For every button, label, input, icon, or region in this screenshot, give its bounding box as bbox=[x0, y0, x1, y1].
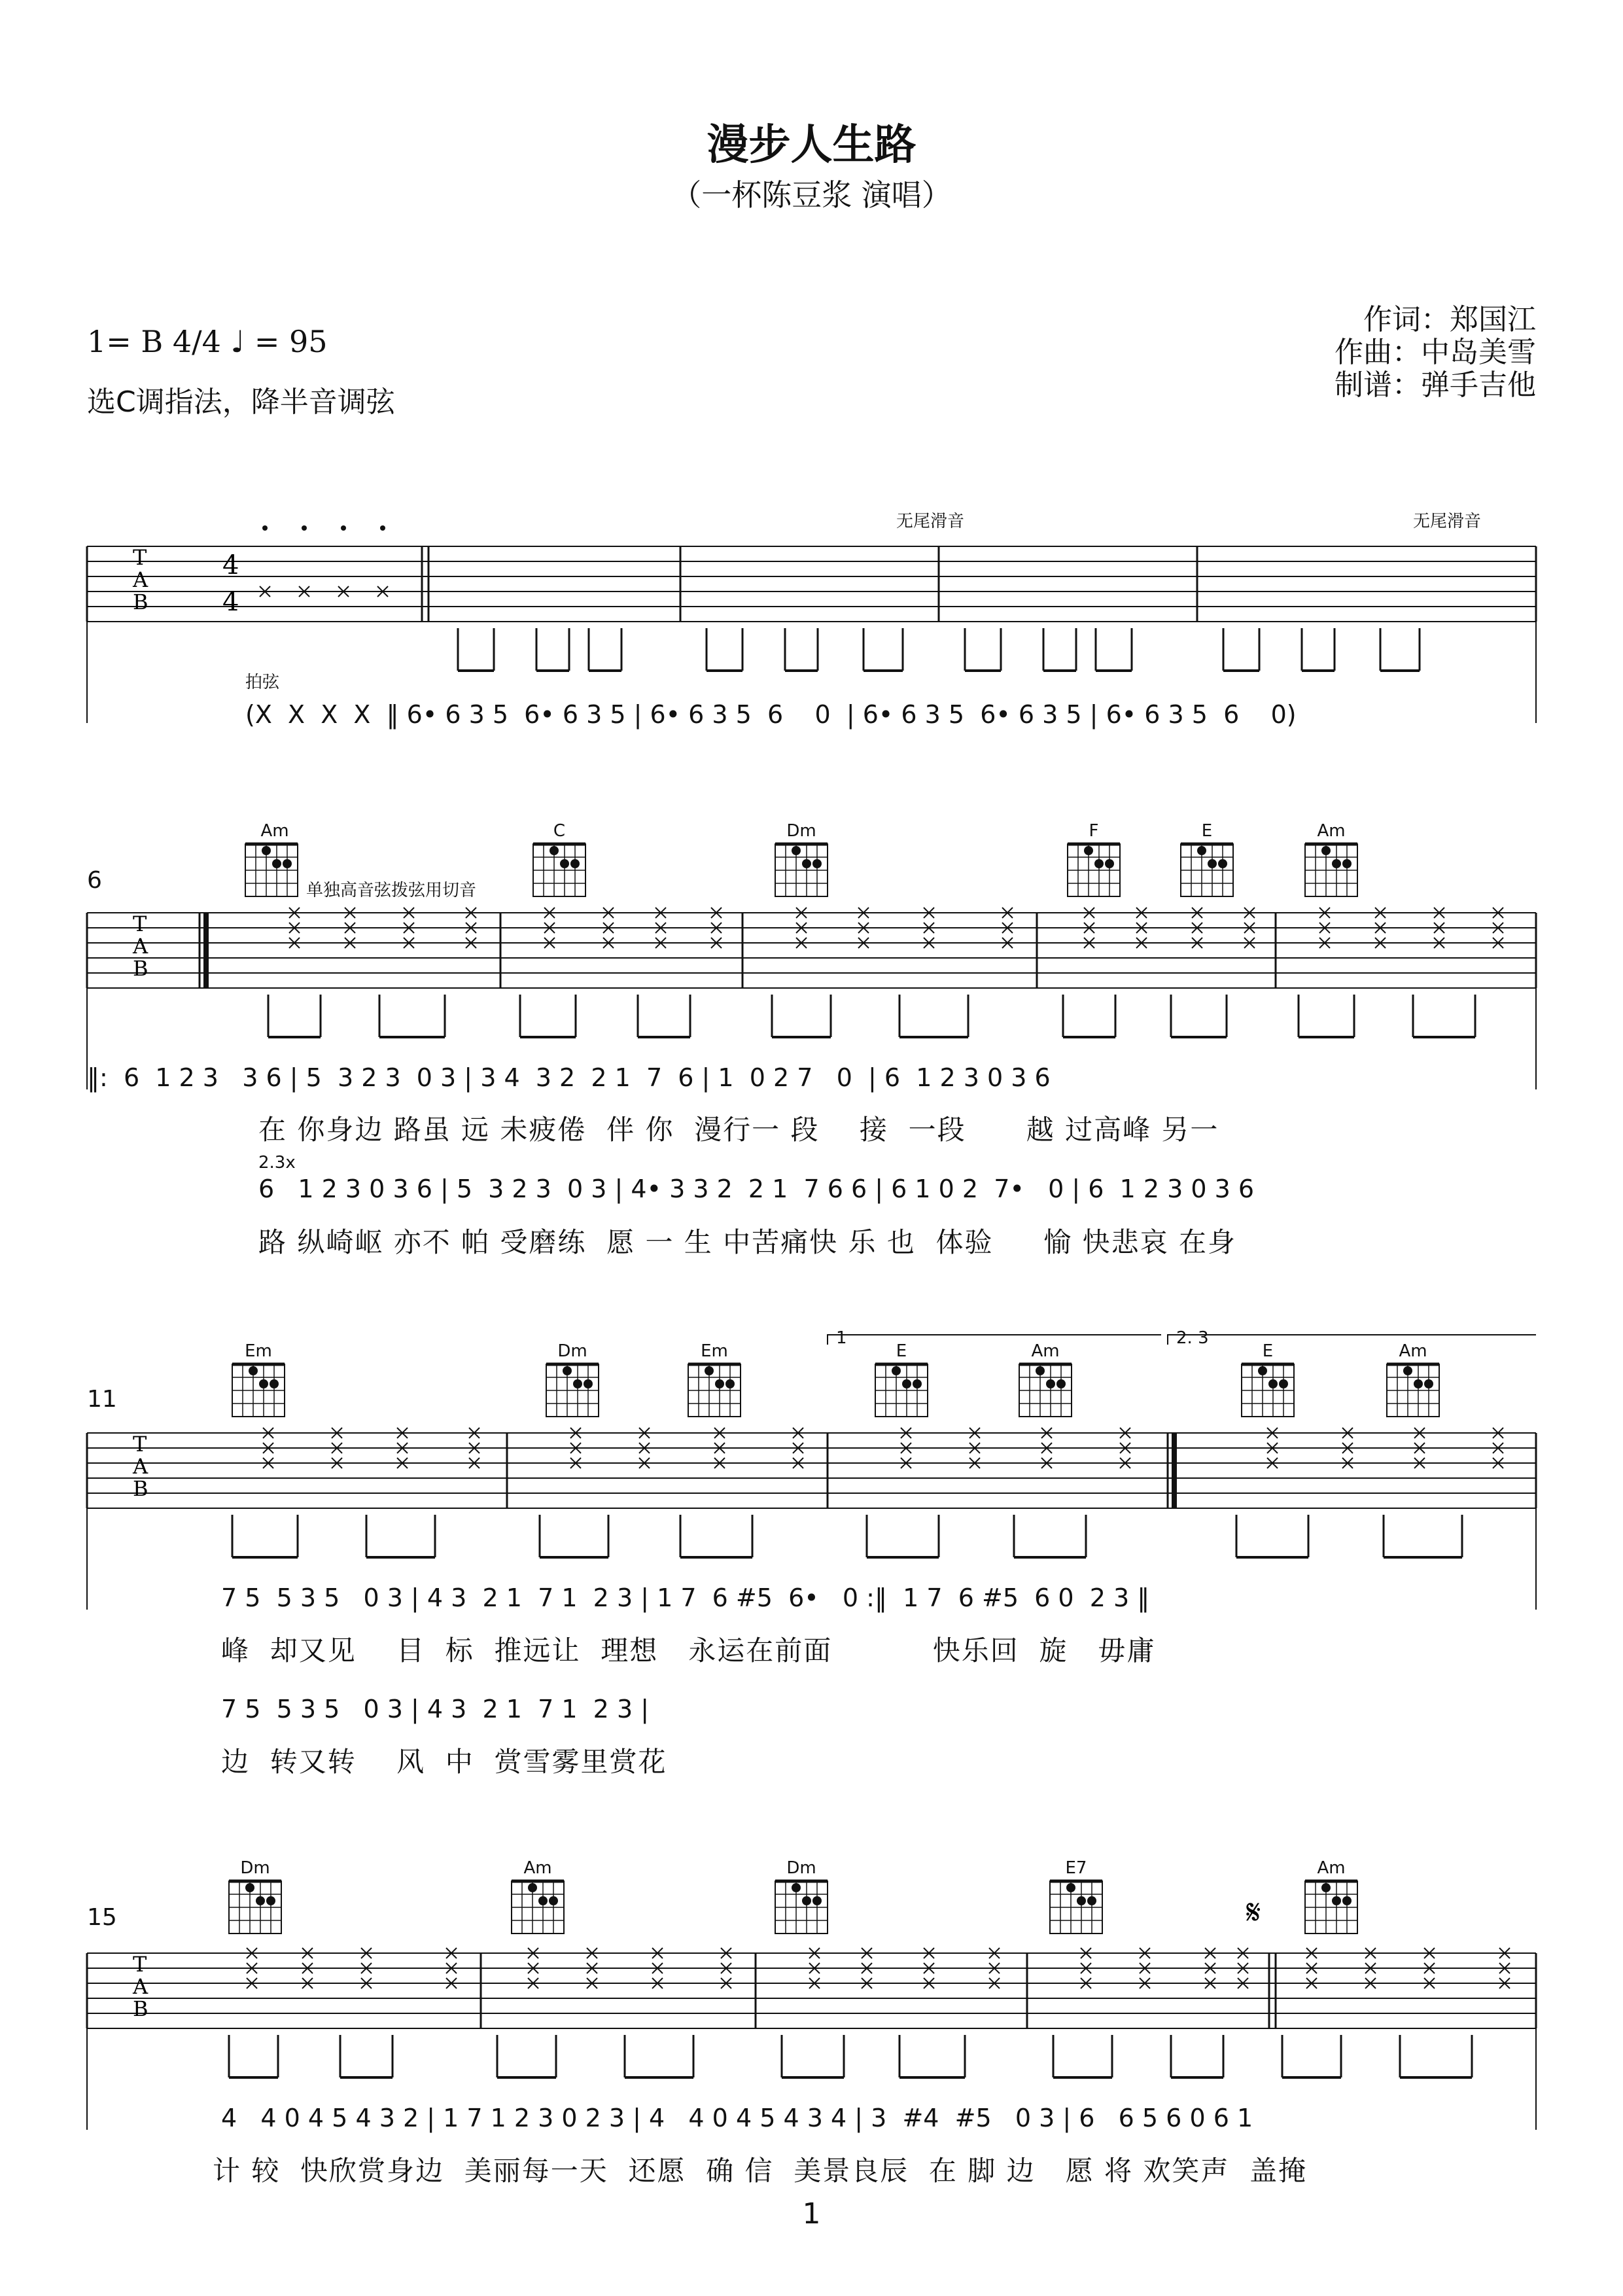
chord-dot bbox=[560, 859, 569, 868]
rhythm-dot bbox=[302, 525, 307, 531]
chord-dot bbox=[1046, 1379, 1055, 1388]
chord-dot bbox=[563, 1366, 572, 1375]
rhythm-dot bbox=[262, 525, 268, 531]
chord-dot bbox=[1197, 846, 1206, 855]
chord-name: Am bbox=[1317, 1858, 1346, 1878]
chord-dot bbox=[1342, 1896, 1352, 1905]
first-ending-bracket bbox=[828, 1335, 1161, 1345]
chord-dot bbox=[1077, 1896, 1086, 1905]
chord-name: Dm bbox=[786, 1858, 816, 1878]
chord-dot bbox=[802, 859, 811, 868]
page-number: 1 bbox=[802, 2197, 821, 2231]
second-ending-bracket bbox=[1168, 1335, 1536, 1345]
slide-note: 无尾滑音 bbox=[1413, 512, 1482, 531]
rhythm-dot bbox=[341, 525, 346, 531]
chord-dot bbox=[1342, 859, 1352, 868]
chord-dot bbox=[1036, 1366, 1045, 1375]
measure-number: 11 bbox=[87, 1386, 117, 1413]
tab-clef-letter: T bbox=[133, 1432, 147, 1457]
tab-clef-letter: B bbox=[133, 590, 148, 614]
chord-dot bbox=[1094, 859, 1104, 868]
jianpu-line: 7 5 5 3 5 0 3 | 4 3 2 1 7 1 2 3 | 1 7 6 #5 6• 0 :‖ 1 7 6 #5 6 0 2 3 ‖ bbox=[221, 1583, 1150, 1612]
chord-name: Am bbox=[260, 821, 289, 841]
chord-dot bbox=[550, 846, 559, 855]
chord-name: Em bbox=[245, 1341, 272, 1361]
page-title: 漫步人生路 bbox=[707, 121, 916, 169]
subtitle: （一杯陈豆浆 演唱） bbox=[671, 177, 952, 213]
chord-dot bbox=[792, 846, 801, 855]
chord-dot bbox=[1279, 1379, 1288, 1388]
chord-dot bbox=[1056, 1379, 1066, 1388]
chord-name: Am bbox=[1399, 1341, 1427, 1361]
chord-dot bbox=[715, 1379, 724, 1388]
chord-dot bbox=[1208, 859, 1217, 868]
chord-dot bbox=[270, 1379, 279, 1388]
chord-name: Am bbox=[1031, 1341, 1060, 1361]
chord-dot bbox=[1332, 1896, 1341, 1905]
chord-dot bbox=[259, 1379, 268, 1388]
composer-credit: 作曲：中岛美雪 bbox=[1335, 336, 1536, 369]
tab-clef-letter: B bbox=[133, 1996, 148, 2021]
measure-number: 6 bbox=[87, 867, 102, 894]
jianpu-line: 4 4 0 4 5 4 3 2 | 1 7 1 2 3 0 2 3 | 4 4 0 4 5 4 3 4 | 3 #4 #5 0 3 | 6 6 5 6 0 6 1 bbox=[221, 2104, 1253, 2132]
tab-clef-letter: A bbox=[133, 1974, 148, 1999]
tab-clef-letter: B bbox=[133, 1476, 148, 1501]
chord-dot bbox=[1268, 1379, 1278, 1388]
transcriber-credit: 制谱：弹手吉他 bbox=[1335, 368, 1536, 402]
chord-dot bbox=[792, 1883, 801, 1892]
chord-dot bbox=[249, 1366, 258, 1375]
chord-dot bbox=[1087, 1896, 1096, 1905]
chord-dot bbox=[245, 1883, 254, 1892]
chord-dot bbox=[584, 1379, 593, 1388]
chord-dot bbox=[1258, 1366, 1267, 1375]
chord-name: Am bbox=[1317, 821, 1346, 841]
chord-dot bbox=[1084, 846, 1093, 855]
tab-clef-letter: T bbox=[133, 545, 147, 570]
chord-name: E bbox=[896, 1341, 907, 1361]
chord-dot bbox=[1218, 859, 1227, 868]
lyric-line: 路 纵崎岖 亦不 帕 受磨练 愿 一 生 中苦痛快 乐 也 体验 愉 快悲哀 在身 bbox=[258, 1226, 1237, 1258]
strum-note: 拍弦 bbox=[245, 673, 280, 692]
repeat-count: 2.3x bbox=[258, 1153, 296, 1173]
chord-name: Dm bbox=[786, 821, 816, 841]
chord-dot bbox=[272, 859, 281, 868]
lyric-line: 在 你身边 路虽 远 未疲倦 伴 你 漫行一 段 接 一段 越 过高峰 另一 bbox=[258, 1114, 1219, 1146]
tab-clef-letter: B bbox=[133, 956, 148, 981]
chord-dot bbox=[812, 859, 822, 868]
jianpu-line: (X X X X ‖ 6• 6 3 5 6• 6 3 5 | 6• 6 3 5 6 0 | 6• 6 3 5 6• 6 3 5 | 6• 6 3 5 6 0) bbox=[245, 700, 1297, 729]
chord-name: E bbox=[1262, 1341, 1274, 1361]
chord-dot bbox=[1066, 1883, 1075, 1892]
chord-dot bbox=[283, 859, 292, 868]
chord-name: E7 bbox=[1065, 1858, 1087, 1878]
first-ending-label: 1 bbox=[836, 1328, 847, 1348]
chord-dot bbox=[528, 1883, 537, 1892]
chord-dot bbox=[256, 1896, 265, 1905]
tab-clef-letter: A bbox=[133, 1454, 148, 1479]
chord-dot bbox=[1424, 1379, 1433, 1388]
jianpu-line: 6 1 2 3 0 3 6 | 5 3 2 3 0 3 | 4• 3 3 2 2 1 7 6 6 | 6 1 0 2 7• 0 | 6 1 2 3 0 3 6 bbox=[258, 1174, 1255, 1203]
key-signature: 1= B 4/4 ♩ = 95 bbox=[87, 324, 328, 359]
chord-dot bbox=[892, 1366, 901, 1375]
chord-dot bbox=[573, 1379, 582, 1388]
chord-dot bbox=[1332, 859, 1341, 868]
jianpu-line: 7 5 5 3 5 0 3 | 4 3 2 1 7 1 2 3 | bbox=[221, 1695, 649, 1723]
fingering-note: 单独高音弦拨弦用切音 bbox=[306, 881, 477, 900]
measure-number: 15 bbox=[87, 1904, 117, 1931]
chord-dot bbox=[266, 1896, 275, 1905]
chord-dot bbox=[538, 1896, 548, 1905]
chord-dot bbox=[812, 1896, 822, 1905]
chord-dot bbox=[1403, 1366, 1412, 1375]
time-signature: 4 bbox=[222, 587, 239, 617]
segno-symbol: 𝄋 bbox=[1246, 1893, 1261, 1932]
slide-note: 无尾滑音 bbox=[896, 512, 965, 531]
lyricist-credit: 作词：郑国江 bbox=[1363, 303, 1536, 336]
chord-name: Dm bbox=[557, 1341, 587, 1361]
chord-name: Am bbox=[523, 1858, 552, 1878]
chord-name: F bbox=[1089, 821, 1099, 841]
chord-dot bbox=[1414, 1379, 1423, 1388]
chord-dot bbox=[1321, 846, 1331, 855]
chord-dot bbox=[902, 1379, 911, 1388]
chord-name: Em bbox=[701, 1341, 728, 1361]
chord-dot bbox=[549, 1896, 558, 1905]
lyric-line: 计 较 快欣赏身边 美丽每一天 还愿 确 信 美景良辰 在 脚 边 愿 将 欢笑声 盖掩 bbox=[213, 2155, 1308, 2187]
chord-dot bbox=[802, 1896, 811, 1905]
jianpu-line: ‖: 6 1 2 3 3 6 | 5 3 2 3 0 3 | 3 4 3 2 2 1 7 6 | 1 0 2 7 0 | 6 1 2 3 0 3 6 bbox=[87, 1063, 1051, 1092]
chord-dot bbox=[570, 859, 580, 868]
chord-dot bbox=[1105, 859, 1114, 868]
chord-name: C bbox=[553, 821, 566, 841]
chord-dot bbox=[262, 846, 271, 855]
tab-clef-letter: A bbox=[133, 567, 148, 592]
chord-dot bbox=[1321, 1883, 1331, 1892]
tuning-note: 选C调指法，降半音调弦 bbox=[87, 385, 395, 419]
time-signature: 4 bbox=[222, 550, 239, 580]
chord-dot bbox=[913, 1379, 922, 1388]
chord-dot bbox=[705, 1366, 714, 1375]
rhythm-dot bbox=[380, 525, 385, 531]
tab-clef-letter: T bbox=[133, 911, 147, 936]
lyric-line: 边 转又转 风 中 赏雪雾里赏花 bbox=[221, 1746, 667, 1778]
tab-clef-letter: A bbox=[133, 934, 148, 959]
tab-clef-letter: T bbox=[133, 1952, 147, 1977]
second-ending-label: 2. 3 bbox=[1176, 1328, 1209, 1348]
chord-name: Dm bbox=[240, 1858, 270, 1878]
chord-name: E bbox=[1201, 821, 1213, 841]
lyric-line: 峰 却又见 目 标 推远让 理想 永运在前面 快乐回 旋 毋庸 bbox=[221, 1634, 1156, 1667]
chord-dot bbox=[725, 1379, 735, 1388]
